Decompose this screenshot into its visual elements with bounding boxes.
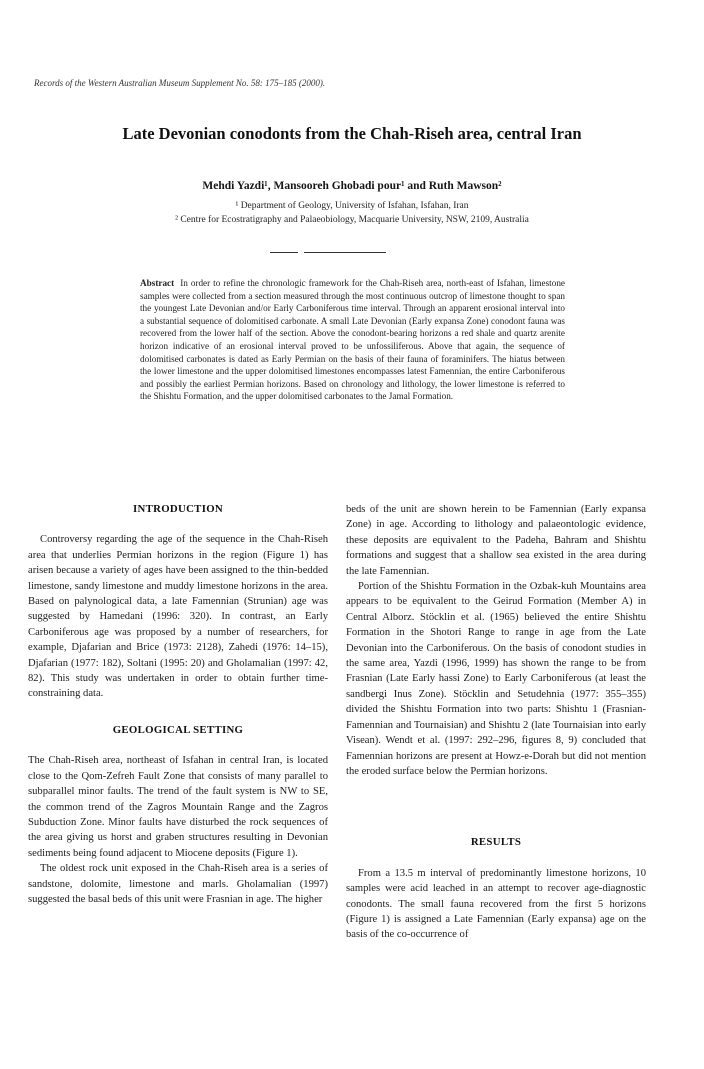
- introduction-heading: INTRODUCTION: [133, 503, 223, 515]
- author-list: Mehdi Yazdi¹, Mansooreh Ghobadi pour¹ and Ruth Mawson²: [202, 180, 502, 192]
- journal-citation: Records of the Western Australian Museum Supplement No. 58: 175–185 (2000).: [34, 78, 326, 88]
- affiliation-2: ² Centre for Ecostratigraphy and Palaeobiology, Macquarie University, NSW, 2109, Australia: [175, 215, 529, 225]
- right-column-paragraph-1: beds of the unit are shown herein to be Famennian (Early expansa Zone) in age. According to lithology and palaeontologic evidence, these deposits are equivalent to the Padeha, Bahram and Shishtu formations and suggest that a shallow sea existed in the area during the late Famennian.: [346, 504, 646, 577]
- abstract: [140, 277, 565, 403]
- affiliation-1: ¹ Department of Geology, University of Isfahan, Isfahan, Iran: [235, 201, 469, 211]
- results-paragraph: From a 13.5 m interval of predominantly limestone horizons, 10 samples were acid leached in an attempt to recover age-diagnostic conodonts. The small fauna recovered from the first 5 horizons (Figure 1) is assigned a Late Famennian (Early expansa) age on the basis of the co-occurrence of: [346, 867, 646, 941]
- introduction-paragraph: Controversy regarding the age of the sequence in the Chah-Riseh area that underlies Permian horizons in the region (Figure 1) has arisen because a variety of ages have been assigned to the thin-bedded limestone, sandy limestone and muddy limestone horizons in the area. Based on palynological data, a late Famennian (Strunian) age was suggested by Hamedani (1996: 320). In contrast, an Early Carboniferous age was proposed by a number of researchers, for example, Djafarian and Brice (1973: 2128), Zahedi (1976: 14–15), Djafarian (1977: 182), Soltani (1995: 20) and Gholamalian (1997: 42, 82). This study was undertaken in order to obtain further time-constraining data.: [28, 534, 328, 700]
- right-column: [346, 502, 646, 943]
- separator-rule-right: [304, 252, 386, 253]
- paper-title: Late Devonian conodonts from the Chah-Riseh area, central Iran: [122, 124, 582, 143]
- affiliations: [60, 199, 644, 227]
- abstract-text: In order to refine the chronologic framework for the Chah-Riseh area, north-east of Isfahan, limestone samples were collected from a section measured through the most continuous outcrop of limestone thought to span the youngest Late Devonian and/or Early Carboniferous time interval. Through an apparent erosional interval into a substantial sequence of dolomitised carbonate. A small Late Devonian (Early expansa Zone) conodont fauna was recovered from the lower half of the section. Above the conodont-bearing horizons a red shale and quartz arenite horizon indicative of an erosional interval proved to be unfossiliferous. Above that again, the sequence of dolomitised carbonates is dated as Early Permian on the basis of their fauna of foraminifers. The hiatus between the lower limestone and the upper dolomitised limestones encompasses latest Famennian, the entire Carboniferous and possibly the earliest Permian horizons. Based on chronology and lithology, the lower limestone is referred to the Shishtu Formation, and the upper dolomitised carbonates to the Jamal Formation.: [140, 278, 565, 402]
- geological-setting-heading: GEOLOGICAL SETTING: [112, 723, 244, 736]
- separator-rule-left: [270, 252, 298, 253]
- left-column: [28, 502, 328, 907]
- right-column-paragraph-2: Portion of the Shishtu Formation in the Ozbak-kuh Mountains area appears to be equivalent to the Geirud Formation (Member A) in Central Alborz. Stöcklin et al. (1965) believed the entire Shishtu Formation in the Shotori Range to range in age from the Late Devonian into the Carboniferous. On the basis of conodont studies in the same area, Yazdi (1996, 1999) has shown the range to be from Frasnian (Late Early hassi Zone) to Early Carboniferous (at least the sandbergi Inus Zone). Stöcklin and Setudehnia (1977: 355–355) divided the Shishtu Formation into two parts: Shishtu 1 (Frasnian-Famennian and Tournaisian) and Shishtu 2 (late Tournaisian into early Visean). Wendt et al. (1997: 292–296, figures 8, 9) concluded that Famennian horizons are present at Howz-e-Dorah but did not mention the eroded surface below the Permian horizons.: [346, 581, 646, 777]
- abstract-label: Abstract: [140, 278, 175, 288]
- results-heading: RESULTS: [470, 836, 522, 849]
- geological-setting-paragraph-2: The oldest rock unit exposed in the Chah-Riseh area is a series of sandstone, dolomite, limestone and marls. Gholamalian (1997) suggested the basal beds of this unit were Frasnian in age. The higher: [28, 863, 328, 905]
- geological-setting-paragraph-1: The Chah-Riseh area, northeast of Isfahan in central Iran, is located close to the Qom-Zefreh Fault Zone that consists of many parallel to subparallel minor faults. The trend of the fault system is NW to SE, the common trend of the Zagros Mountain Range and the Zagros Subduction Zone. Minor faults have disturbed the rock sequences of the area giving us horst and graben structures resulting in Devonian sediments being found adjacent to Miocene deposits (Figure 1).: [28, 755, 328, 859]
